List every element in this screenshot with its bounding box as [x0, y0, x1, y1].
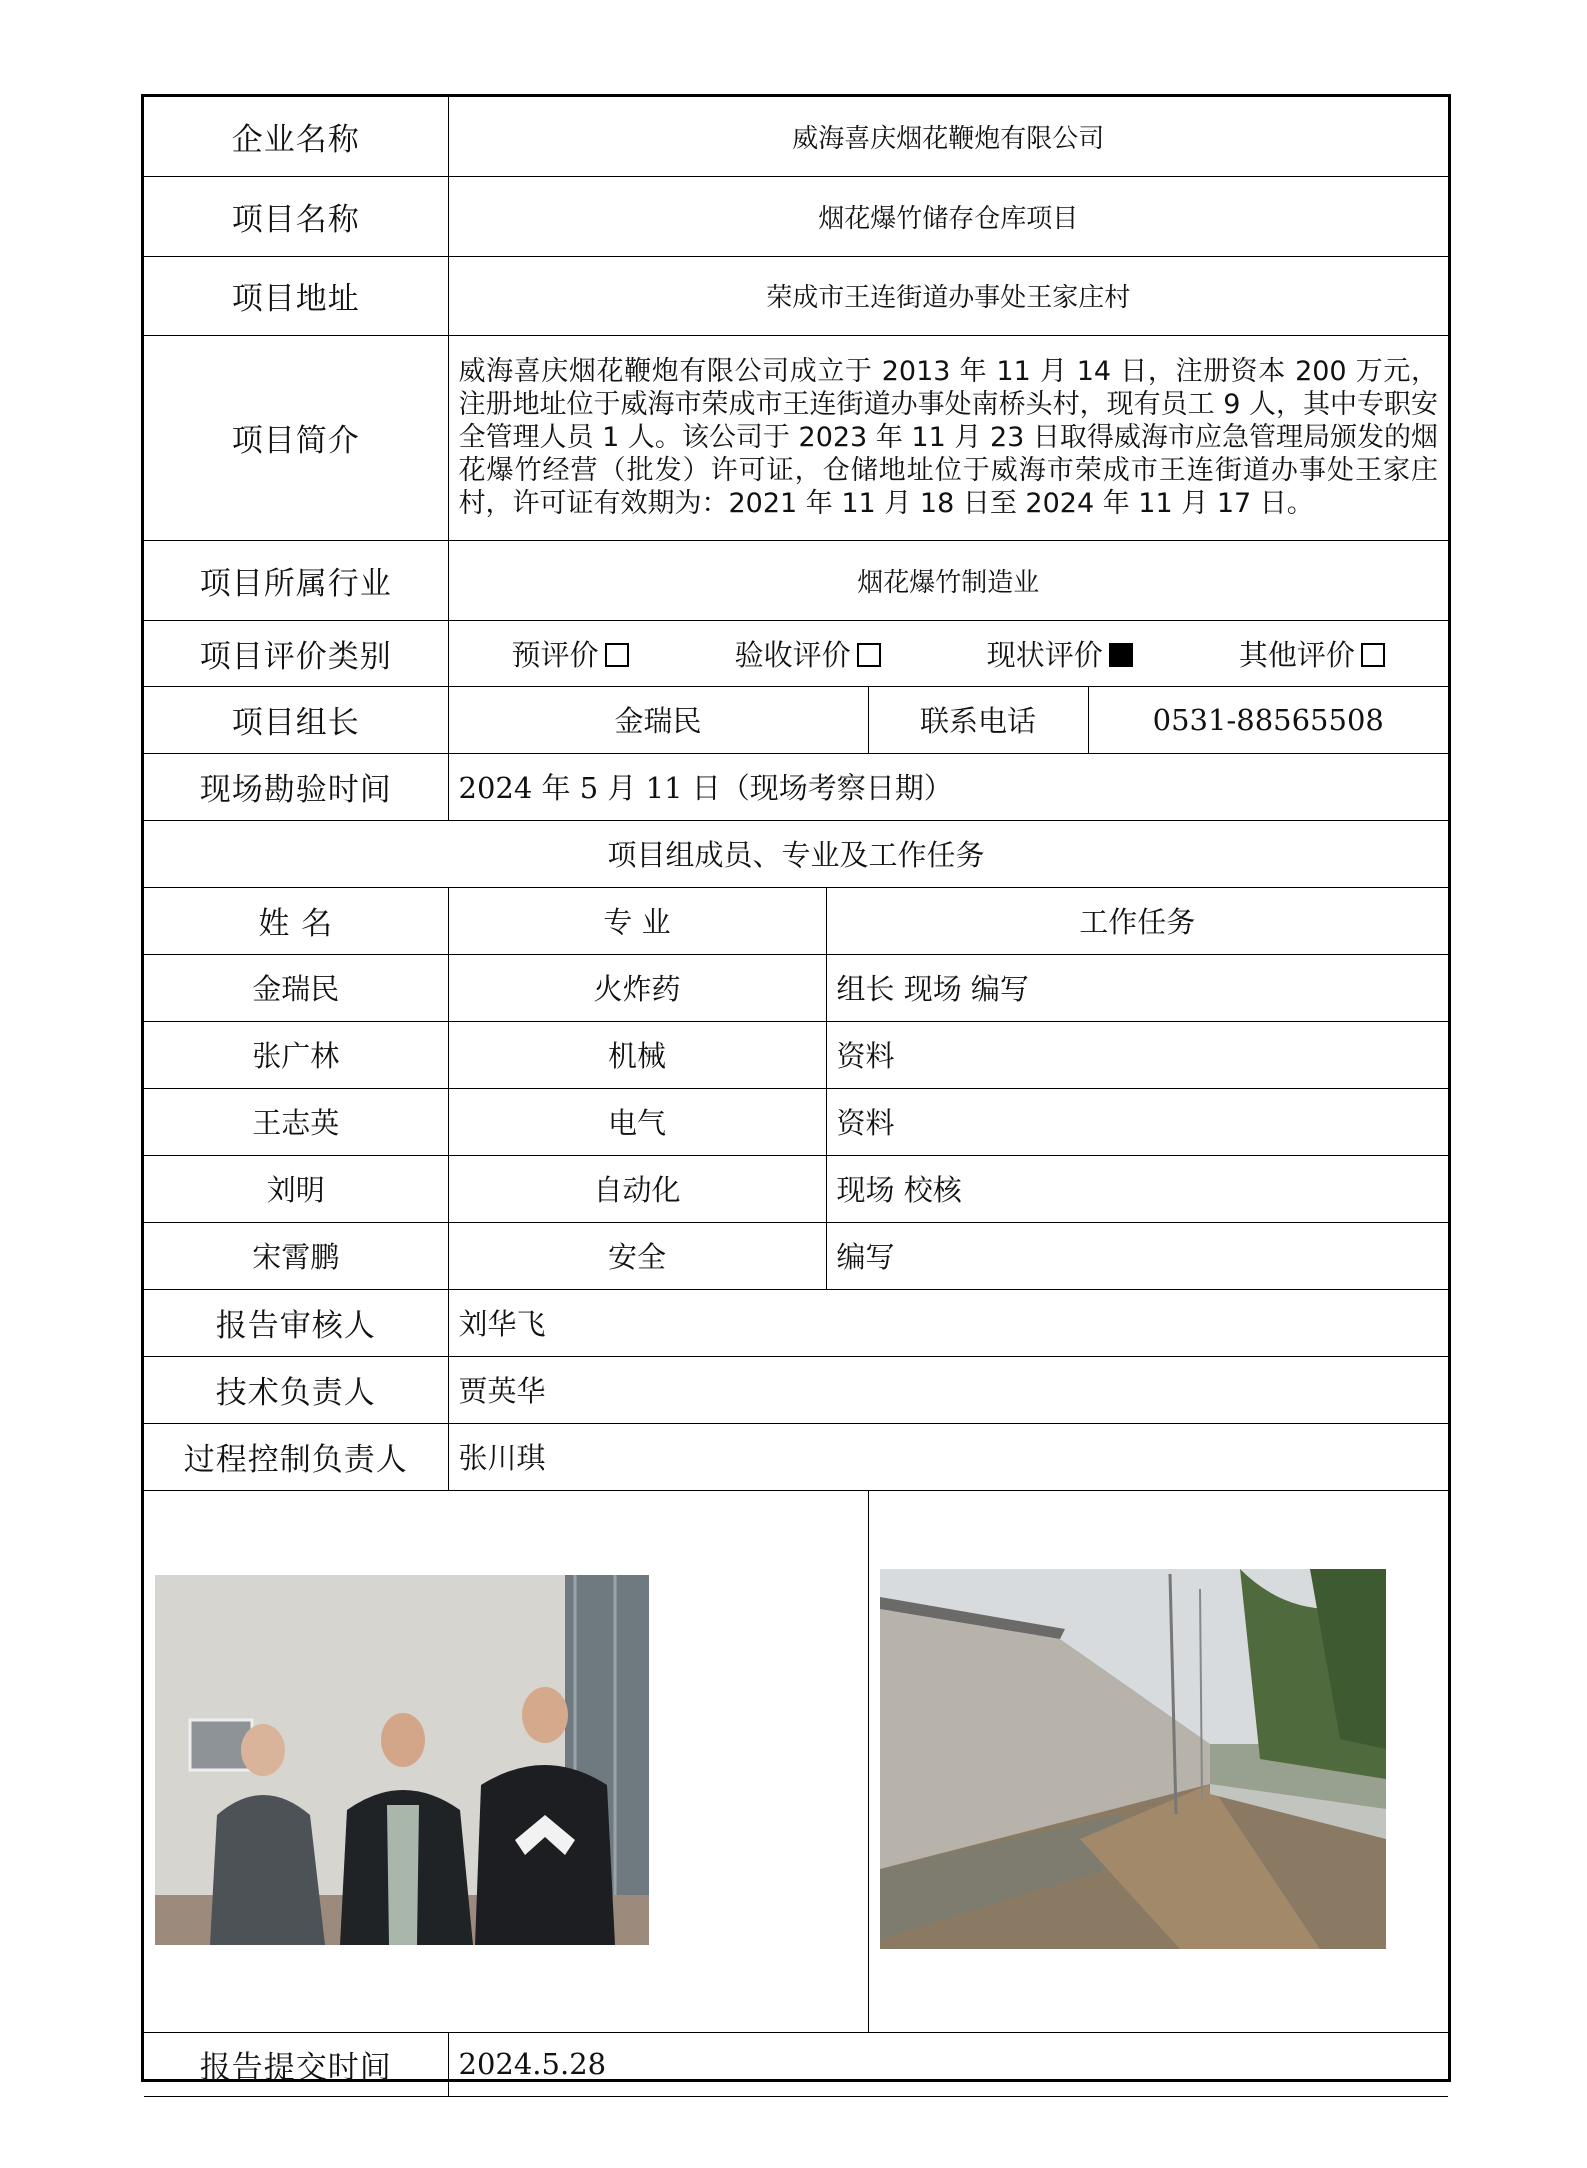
members-header: 项目组成员、专业及工作任务	[144, 820, 1448, 887]
leader-label: 项目组长	[144, 686, 448, 753]
tech-lead-label: 技术负责人	[144, 1356, 448, 1423]
member-name: 刘明	[144, 1155, 448, 1222]
leader-value: 金瑞民	[448, 686, 868, 753]
reviewer-value: 刘华飞	[448, 1289, 1448, 1356]
eval-option-acceptance: 验收评价	[735, 633, 881, 674]
eval-option-pre: 预评价	[512, 633, 629, 674]
info-table	[144, 97, 1448, 2097]
eval-option-current: 现状评价	[987, 633, 1133, 674]
eval-option-other: 其他评价	[1239, 633, 1385, 674]
tech-lead-value: 贾英华	[448, 1356, 1448, 1423]
industry-value: 烟花爆竹制造业	[448, 540, 1448, 620]
team-photo	[155, 1575, 649, 1945]
project-address-value: 荣成市王连街道办事处王家庄村	[448, 256, 1448, 335]
company-value: 威海喜庆烟花鞭炮有限公司	[448, 97, 1448, 176]
checkbox-acceptance	[857, 643, 881, 667]
member-row	[144, 1088, 1448, 1155]
member-name: 王志英	[144, 1088, 448, 1155]
member-row	[144, 954, 1448, 1021]
eval-category-label: 项目评价类别	[144, 620, 448, 686]
photo-cell-team	[144, 1490, 868, 2032]
company-label: 企业名称	[144, 97, 448, 176]
member-name: 宋霄鹏	[144, 1222, 448, 1289]
member-task: 编写	[826, 1222, 1448, 1289]
member-task: 组长 现场 编写	[826, 954, 1448, 1021]
member-row	[144, 1021, 1448, 1088]
member-major: 电气	[448, 1088, 826, 1155]
report-info-sheet	[141, 94, 1451, 2086]
col-name-header: 姓 名	[144, 887, 448, 954]
process-lead-value: 张川琪	[448, 1423, 1448, 1490]
reviewer-label: 报告审核人	[144, 1289, 448, 1356]
member-name: 张广林	[144, 1021, 448, 1088]
submit-time-label: 报告提交时间	[144, 2032, 448, 2096]
photo-cell-warehouse	[868, 1490, 1448, 2032]
industry-label: 项目所属行业	[144, 540, 448, 620]
member-task: 资料	[826, 1021, 1448, 1088]
project-intro-value: 威海喜庆烟花鞭炮有限公司成立于 2013 年 11 月 14 日，注册资本 200 万元，注册地址位于威海市荣成市王连街道办事处南桥头村，现有员工 9 人，其中专职安全管理人员 1 人。该公司于 2023 年 11 月 23 日取得威海市应急管理局颁发的烟花爆竹经营（批发）许可证，仓储地址位于威海市荣成市王连街道办事处王家庄村，许可证有效期为：2021 年 11 月 18 日至 2024 年 11 月 17 日。	[448, 335, 1448, 540]
member-major: 火炸药	[448, 954, 826, 1021]
member-major: 机械	[448, 1021, 826, 1088]
checkbox-other	[1361, 643, 1385, 667]
phone-value: 0531-88565508	[1088, 686, 1448, 753]
member-major: 自动化	[448, 1155, 826, 1222]
survey-time-value: 2024 年 5 月 11 日（现场考察日期）	[448, 753, 1448, 820]
member-task: 现场 校核	[826, 1155, 1448, 1222]
member-row	[144, 1222, 1448, 1289]
member-name: 金瑞民	[144, 954, 448, 1021]
project-name-label: 项目名称	[144, 176, 448, 256]
member-task: 资料	[826, 1088, 1448, 1155]
member-row	[144, 1155, 1448, 1222]
eval-category-options	[448, 620, 1448, 686]
member-major: 安全	[448, 1222, 826, 1289]
checkbox-current	[1109, 643, 1133, 667]
submit-time-value: 2024.5.28	[448, 2032, 1448, 2096]
col-major-header: 专 业	[448, 887, 826, 954]
warehouse-photo	[880, 1569, 1386, 1949]
phone-label: 联系电话	[868, 686, 1088, 753]
project-address-label: 项目地址	[144, 256, 448, 335]
survey-time-label: 现场勘验时间	[144, 753, 448, 820]
project-intro-label: 项目简介	[144, 335, 448, 540]
checkbox-pre	[605, 643, 629, 667]
process-lead-label: 过程控制负责人	[144, 1423, 448, 1490]
project-name-value: 烟花爆竹储存仓库项目	[448, 176, 1448, 256]
col-task-header: 工作任务	[826, 887, 1448, 954]
